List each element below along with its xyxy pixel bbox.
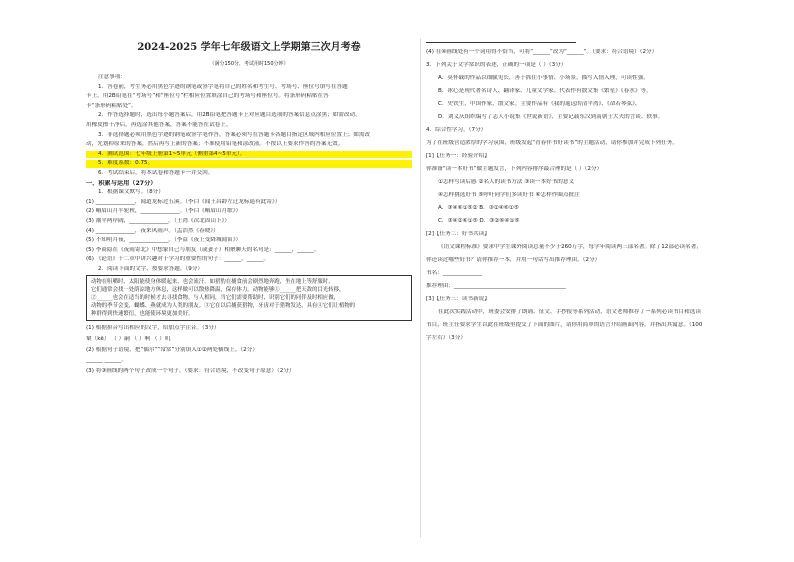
text-line: 注意事项：	[98, 74, 126, 80]
text-line: 书名：______________	[426, 270, 482, 276]
text-line: 推荐理由：________________________________________	[426, 283, 566, 289]
passage-line: 它们通常会找一处荫凉地方休息，这样做可以散热降温，保存体力。动物能够①______把天敌的目光转移，	[91, 287, 345, 294]
text-line: (5) 不知明月夜，______________。（李益《夜上受降城闻笛》）	[86, 237, 242, 244]
text-line: 书目，班主任要求学生以此在班级里提交了下面的图片，请你用简单的语言介绍画面内容，并指出其寓意。（100	[426, 322, 703, 328]
passage-line: ②______也会在适当的时候才去寻找食物。与人相同，当它们需要帮助时，识别它们的同伴及时相应做，	[91, 295, 339, 302]
text-line: 你还读过哪些好书？请你推荐一本，并用一句话写出推荐理由。（2分）	[426, 257, 601, 263]
text-line: 在此次实践活动中，班委会安排了朗诵、征文、手抄报等系列活动，语文老师推荐了一系列必读书目和选读	[438, 309, 701, 315]
text-line: ①怎样写读后感 ②名人的读书方法 ③读一本好书的意义	[438, 179, 575, 185]
text-line: 你准备“读一本好书”做主题发言，下列内容排序最合理的是（ ）（2分）	[426, 166, 603, 172]
text-line: C．史铁生，中国作家，散文家。主要作品有《我的遥远的清平湾》、《命若琴弦》、	[438, 101, 641, 107]
text-line: ④怎样挑选好书 ⑤呼吁同学们多读好书 ⑥怎样作圈点批注	[438, 192, 580, 198]
text-line: (2) 根据句子语境，把“偶尔”“常常”分别填入①②两处横线上。（2分）	[86, 346, 258, 353]
reading-passage	[86, 275, 412, 321]
text-line: (3) 将③画线的两个句子改成一个句子。（要求：符合语境，不改变句子原意）（2分）	[86, 367, 295, 374]
page-title: 2024-2025 学年七年级语文上学期第三次月考卷	[137, 42, 361, 53]
text-line: 为了在班级营造浓厚的学习氛围，班级发起“青春伴书好读书”的主题活动，请你参加并完成下列任务。	[426, 140, 678, 146]
text-line: (3) 潮平两岸阔，______________。（王湾《次北固山下》）	[86, 217, 230, 224]
passage-line: 种群得到快速繁衍，也能使环境更加美好。	[91, 311, 194, 318]
text-line: (2) 峨眉山月半轮秋，______________。（李白《峨眉山月歌》）	[86, 208, 242, 215]
left-text-lines	[86, 74, 412, 273]
passage-line: 动物的季节会变，蝴蝶、燕就成为人类的朋友。③它在以后捕获猎物，牙齿对于猎物发达，具有④它们让植物的	[91, 303, 356, 310]
left-column	[86, 74, 412, 378]
text-line: C．③④②⑥①⑤ D．③②⑥④①⑤	[438, 218, 520, 224]
text-line: 3．下列关于文学常识的表述，正确的一项是（ ）（3分）	[426, 62, 567, 68]
text-line: (6) 《论语》十二章中讲兴趣对于学习的重要性的句子：______，______。	[86, 256, 270, 263]
text-line: 4．综合性学习。（7分）	[426, 127, 487, 133]
right-column	[426, 38, 758, 348]
text-line: (1) ______________，闻道龙标过五溪。（李白《闻王昌龄左迁龙标遥有此寄》）	[86, 198, 281, 205]
text-line: 动，先划掉原来的答案，然后再写上新的答案；不准使用铅笔和涂改液。不按以上要求作答的答案无效。	[86, 141, 344, 148]
text-line: 一、积累与运用（27分）	[86, 179, 157, 187]
text-line: [1]【任务一：经验介绍】	[426, 153, 490, 159]
left-questions	[86, 325, 412, 375]
text-line: [3]【任务三：读书新说】	[426, 296, 490, 302]
text-line: D．刘义庆组织编写了志人小说集《世说新语》，主要记载东汉到南朝士大夫的言谈、轶事。	[438, 114, 664, 120]
text-line: (1) 根据拼音写出相应的汉字，给加点字注音。（3分）	[86, 325, 220, 332]
text-line: (5) 李商隐在《夜雨寄北》中想象自己与朋友（或妻子）相聚聊天的名句是：______，______。	[86, 246, 320, 253]
text-line: A．莫怀戚的作品以细腻见长，善于抓住小事情、小场景，描写入情入理，可读性强。	[438, 75, 649, 81]
passage-line: 动物在咀嚼时，太阳能使身体暖起来，也会流汗。如猎豹在捕食前会剧烈地奔跑，坐在地上等舒服时，	[91, 279, 334, 286]
text-line: 2．作答选择题时，选出每小题答案后，用2B铅笔把答题卡上对应题目选项的答案信息点涂黑；如需改动，	[98, 112, 361, 119]
text-line: 字左右）（3分）	[426, 335, 466, 341]
text-line: (4) ______________，夜来风雨声。（孟浩然《春晓》）	[86, 227, 219, 234]
text-line: (4) 在④画线处有一个词用得不恰当，可将“______”改为“______”。（要求：符合语境）（2分）	[426, 49, 658, 55]
text-line: 卡上。用2B铅笔在“考场号”和“座位号”栏相应位置填涂自己的考场号和座位号。将条形码粘贴在答	[86, 93, 329, 100]
text-line: [2]【任务二：好书共读】	[426, 231, 490, 237]
column-divider	[420, 38, 421, 538]
page-subtitle: （满分150分，考试用时150分钟）	[209, 61, 289, 67]
text-line: 6．考试结束后，将本试卷和答题卡一并交回。	[98, 169, 214, 176]
text-line: 《语文课程标准》要求中学生课外阅读总量不少于260万字，每学年阅读两三部名著。除了12部必读名著，	[438, 244, 702, 250]
text-line: 卡“条形码粘贴处”。	[86, 102, 137, 109]
text-line: 用橡皮擦干净后，再选涂其他答案，答案不能答在试卷上。	[86, 121, 232, 128]
right-text-lines	[426, 49, 758, 342]
text-line: 1．答卷前，考生务必用黑色字迹的钢笔或签字笔将自己的姓名和考生号、考场号、座位号填写在答题	[98, 83, 348, 90]
text-line: A．③④⑥①⑤② B．③②④⑥①⑤	[438, 205, 519, 211]
text-line: 窠（kē） （ ）嗣 （ ）响 （ ）叽	[86, 336, 171, 343]
text-line: 1．根据课文默写。（8分）	[98, 189, 164, 196]
text-line: ______ ______。	[86, 357, 127, 364]
answer-line	[426, 38, 576, 43]
text-line: 3．非选择题必须用黑色字迹的钢笔或签字笔作答，答案必须写在答题卡各题目指定区域内相应位置上；如需改	[98, 131, 371, 138]
text-line: 5．难度系数：0.75。	[86, 160, 412, 167]
text-line: 2．阅读下面的文字，按要求答题。（9分）	[98, 265, 204, 272]
text-line: B．冰心是现代著名诗人、翻译家、儿童文学家。代表作有散文集《繁星》《春水》等。	[438, 88, 652, 94]
text-line: 4．测试范围：七年级上册第1~5单元（侧重第4~5单元）。	[86, 151, 412, 158]
